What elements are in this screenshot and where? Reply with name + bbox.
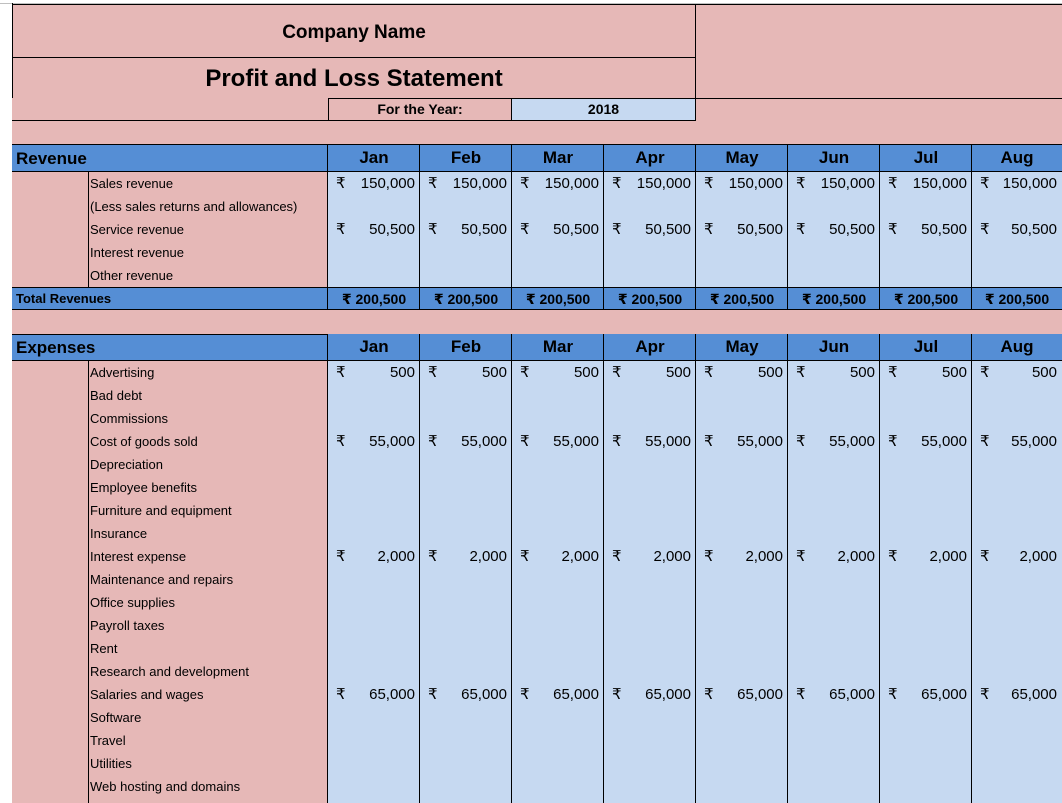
expenses-value: 65,000 (921, 686, 967, 703)
expenses-value: 500 (481, 364, 507, 381)
month-header-feb[interactable]: Feb (420, 145, 512, 172)
revenue-value-cell[interactable] (696, 172, 788, 195)
revenue-value-cell[interactable] (512, 172, 604, 195)
expenses-value: 55,000 (461, 433, 507, 450)
column-line (787, 334, 788, 803)
expenses-value-cell[interactable] (604, 683, 696, 706)
expenses-value-cell[interactable] (512, 683, 604, 706)
expenses-value-cell[interactable] (420, 683, 512, 706)
rupee-icon: ₹ (520, 221, 530, 238)
header-side-line (695, 98, 1062, 99)
rupee-icon: ₹ (520, 548, 530, 565)
expenses-value-cell[interactable] (696, 361, 788, 384)
rupee-icon: ₹ (336, 686, 346, 703)
rupee-icon: ₹ (520, 686, 530, 703)
total-revenue-value[interactable]: ₹ 200,500 (341, 291, 407, 307)
column-line (879, 145, 880, 310)
expenses-header-cell (12, 334, 328, 361)
row-line (12, 171, 1062, 172)
revenue-item-label: Service revenue (90, 222, 184, 237)
total-revenue-value[interactable]: ₹ 200,500 (709, 291, 775, 307)
company-name-cell[interactable] (12, 4, 696, 58)
month-header-aug[interactable]: Aug (972, 145, 1062, 172)
expenses-value: 65,000 (737, 686, 783, 703)
rupee-icon: ₹ (704, 221, 714, 238)
rupee-icon: ₹ (704, 433, 714, 450)
year-spacer-cell (12, 98, 329, 121)
expenses-item-label: Advertising (90, 365, 155, 380)
expenses-value-cell[interactable] (972, 430, 1062, 453)
expenses-value: 55,000 (645, 433, 691, 450)
expenses-value: 500 (941, 364, 967, 381)
column-line (511, 145, 512, 310)
expenses-value: 500 (757, 364, 783, 381)
rupee-icon: ₹ (888, 175, 898, 192)
total-revenue-value[interactable]: ₹ 200,500 (801, 291, 867, 307)
expenses-item-label: Bad debt (90, 388, 143, 403)
expenses-value: 2,000 (745, 548, 783, 565)
expenses-value: 2,000 (561, 548, 599, 565)
revenue-value-cell[interactable] (328, 172, 420, 195)
rupee-icon: ₹ (888, 221, 898, 238)
rupee-icon: ₹ (888, 364, 898, 381)
expenses-item-label: Payroll taxes (90, 618, 165, 633)
expenses-value: 2,000 (377, 548, 415, 565)
rupee-icon: ₹ (796, 433, 806, 450)
rupee-icon: ₹ (980, 364, 990, 381)
revenue-item-label: Other revenue (90, 268, 174, 283)
month-header-jan[interactable]: Jan (328, 145, 420, 172)
rupee-icon: ₹ (796, 364, 806, 381)
revenue-value-cell[interactable] (972, 172, 1062, 195)
expenses-value: 2,000 (1019, 548, 1057, 565)
expenses-item-label: Insurance (90, 526, 148, 541)
month-header-jan[interactable]: Jan (328, 334, 420, 361)
expenses-item-label: Depreciation (90, 457, 163, 472)
expenses-value: 65,000 (369, 686, 415, 703)
expenses-value-cell[interactable] (420, 361, 512, 384)
month-header-apr[interactable]: Apr (604, 145, 696, 172)
revenue-value-cell[interactable] (972, 218, 1062, 241)
expenses-value-cell[interactable] (604, 545, 696, 568)
rupee-icon: ₹ (704, 548, 714, 565)
column-line (787, 145, 788, 310)
column-line (879, 334, 880, 803)
column-line (511, 334, 512, 803)
revenue-value: 150,000 (1002, 175, 1057, 192)
expenses-value-cell[interactable] (696, 430, 788, 453)
expenses-value-cell[interactable] (880, 361, 972, 384)
revenue-value-cell[interactable] (788, 172, 880, 195)
column-line (327, 145, 328, 310)
expenses-value: 55,000 (829, 433, 875, 450)
expenses-value-cell[interactable] (972, 361, 1062, 384)
month-header-feb[interactable]: Feb (420, 334, 512, 361)
revenue-value-cell[interactable] (420, 218, 512, 241)
total-revenues-label: Total Revenues (16, 291, 112, 306)
expenses-value-cell[interactable] (696, 545, 788, 568)
expenses-value-cell[interactable] (512, 430, 604, 453)
rupee-icon: ₹ (336, 433, 346, 450)
total-revenue-value[interactable]: ₹ 200,500 (984, 291, 1050, 307)
expenses-value: 55,000 (737, 433, 783, 450)
spacer-row-2 (12, 310, 1062, 334)
revenue-value-cell[interactable] (880, 172, 972, 195)
rupee-icon: ₹ (336, 364, 346, 381)
total-revenue-value[interactable]: ₹ 200,500 (525, 291, 591, 307)
column-line (971, 334, 972, 803)
rupee-icon: ₹ (612, 433, 622, 450)
expenses-value: 55,000 (369, 433, 415, 450)
month-header-jul[interactable]: Jul (880, 334, 972, 361)
rupee-icon: ₹ (612, 686, 622, 703)
rupee-icon: ₹ (888, 686, 898, 703)
column-line (327, 334, 328, 803)
rupee-icon: ₹ (796, 686, 806, 703)
month-header-may[interactable]: May (696, 334, 788, 361)
rupee-icon: ₹ (428, 364, 438, 381)
expenses-value-cell[interactable] (328, 683, 420, 706)
expenses-value-cell[interactable] (328, 545, 420, 568)
expenses-value-cell[interactable] (788, 361, 880, 384)
rupee-icon: ₹ (428, 433, 438, 450)
rupee-icon: ₹ (612, 364, 622, 381)
expenses-item-label: Interest expense (90, 549, 187, 564)
expenses-value: 65,000 (645, 686, 691, 703)
header-side-block (695, 4, 1062, 122)
revenue-value: 50,500 (1011, 221, 1057, 238)
expenses-item-label: Maintenance and repairs (90, 572, 234, 587)
total-revenue-value[interactable]: ₹ 200,500 (893, 291, 959, 307)
rupee-icon: ₹ (980, 686, 990, 703)
expenses-value-cell[interactable] (696, 683, 788, 706)
expenses-value-cell[interactable] (788, 545, 880, 568)
rupee-icon: ₹ (704, 364, 714, 381)
spacer-row (12, 121, 1062, 145)
revenue-value: 150,000 (360, 175, 415, 192)
column-line (603, 145, 604, 310)
expenses-item-label: Research and development (90, 664, 249, 679)
rupee-icon: ₹ (888, 433, 898, 450)
row-line (12, 360, 1062, 361)
expenses-value-cell[interactable] (880, 545, 972, 568)
rupee-icon: ₹ (428, 221, 438, 238)
revenue-value: 50,500 (369, 221, 415, 238)
revenue-value: 150,000 (820, 175, 875, 192)
statement-title: Profit and Loss Statement (205, 65, 503, 92)
column-line (971, 145, 972, 310)
rupee-icon: ₹ (428, 175, 438, 192)
expenses-value-cell[interactable] (328, 430, 420, 453)
rupee-icon: ₹ (428, 548, 438, 565)
month-header-may[interactable]: May (696, 145, 788, 172)
expenses-value-cell[interactable] (972, 683, 1062, 706)
month-header-jun[interactable]: Jun (788, 145, 880, 172)
revenue-value-cell[interactable] (696, 218, 788, 241)
revenue-indent-line (88, 172, 89, 287)
rupee-icon: ₹ (336, 548, 346, 565)
rupee-icon: ₹ (520, 175, 530, 192)
expenses-value: 2,000 (653, 548, 691, 565)
rupee-icon: ₹ (980, 548, 990, 565)
rupee-icon: ₹ (980, 221, 990, 238)
expenses-value: 500 (665, 364, 691, 381)
column-line (695, 334, 696, 803)
rupee-icon: ₹ (336, 175, 346, 192)
expenses-value-cell[interactable] (604, 361, 696, 384)
revenue-header-cell (12, 145, 328, 172)
company-name: Company Name (282, 22, 426, 43)
expenses-value: 65,000 (829, 686, 875, 703)
revenue-value-cell[interactable] (328, 218, 420, 241)
expenses-value: 2,000 (837, 548, 875, 565)
expenses-value: 55,000 (921, 433, 967, 450)
expenses-value: 500 (573, 364, 599, 381)
revenue-value-cell[interactable] (512, 218, 604, 241)
expenses-item-label: Utilities (90, 756, 132, 771)
expenses-item-label: Commissions (90, 411, 169, 426)
expenses-value: 500 (389, 364, 415, 381)
rupee-icon: ₹ (704, 175, 714, 192)
year-label: For the Year: (377, 101, 463, 117)
expenses-indent-line (88, 361, 89, 803)
month-header-aug[interactable]: Aug (972, 334, 1062, 361)
expenses-item-label: Furniture and equipment (90, 503, 232, 518)
rupee-icon: ₹ (980, 433, 990, 450)
expenses-item-label: Office supplies (90, 595, 176, 610)
column-line (419, 334, 420, 803)
total-revenue-value[interactable]: ₹ 200,500 (617, 291, 683, 307)
rupee-icon: ₹ (796, 175, 806, 192)
revenue-value-cell[interactable] (604, 172, 696, 195)
expenses-value-cell[interactable] (880, 683, 972, 706)
year-value-cell[interactable] (511, 98, 696, 121)
expenses-value: 55,000 (553, 433, 599, 450)
expenses-value-cell[interactable] (604, 430, 696, 453)
expenses-item-label: Rent (90, 641, 118, 656)
revenue-item-label: Interest revenue (90, 245, 184, 260)
revenue-value: 150,000 (544, 175, 599, 192)
revenue-value: 150,000 (452, 175, 507, 192)
rupee-icon: ₹ (520, 433, 530, 450)
month-header-mar[interactable]: Mar (512, 334, 604, 361)
expenses-value-cell[interactable] (328, 361, 420, 384)
expenses-section-label: Expenses (16, 338, 96, 357)
statement-title-cell[interactable] (12, 57, 696, 99)
month-header-jun[interactable]: Jun (788, 334, 880, 361)
expenses-value: 2,000 (469, 548, 507, 565)
rupee-icon: ₹ (704, 686, 714, 703)
rupee-icon: ₹ (796, 221, 806, 238)
expenses-item-label: Salaries and wages (90, 687, 204, 702)
expenses-value: 65,000 (461, 686, 507, 703)
revenue-value: 150,000 (912, 175, 967, 192)
expenses-item-label: Travel (90, 733, 126, 748)
rupee-icon: ₹ (336, 221, 346, 238)
rupee-icon: ₹ (520, 364, 530, 381)
revenue-value: 50,500 (553, 221, 599, 238)
revenue-value: 50,500 (921, 221, 967, 238)
revenue-value-cell[interactable] (604, 218, 696, 241)
expenses-value: 65,000 (553, 686, 599, 703)
revenue-item-label: Sales revenue (90, 176, 174, 191)
revenue-value: 50,500 (737, 221, 783, 238)
expenses-value-cell[interactable] (512, 361, 604, 384)
expenses-value-cell[interactable] (420, 430, 512, 453)
expenses-item-label: Cost of goods sold (90, 434, 198, 449)
revenue-value: 150,000 (728, 175, 783, 192)
expenses-value-cell[interactable] (880, 430, 972, 453)
expenses-value-cell[interactable] (420, 545, 512, 568)
revenue-value-cell[interactable] (880, 218, 972, 241)
rupee-icon: ₹ (428, 686, 438, 703)
rupee-icon: ₹ (980, 175, 990, 192)
expenses-value: 500 (849, 364, 875, 381)
rupee-icon: ₹ (796, 548, 806, 565)
month-header-apr[interactable]: Apr (604, 334, 696, 361)
column-line (419, 145, 420, 310)
expenses-value-cell[interactable] (972, 545, 1062, 568)
revenue-item-label: (Less sales returns and allowances) (90, 199, 298, 214)
rupee-icon: ₹ (888, 548, 898, 565)
total-revenue-value[interactable]: ₹ 200,500 (433, 291, 499, 307)
rupee-icon: ₹ (612, 221, 622, 238)
expenses-value: 2,000 (929, 548, 967, 565)
year-value: 2018 (587, 101, 620, 117)
expenses-item-label: Employee benefits (90, 480, 197, 495)
expenses-item-label: Software (90, 710, 142, 725)
expenses-value: 55,000 (1011, 433, 1057, 450)
year-label-cell (328, 98, 512, 121)
revenue-value: 50,500 (829, 221, 875, 238)
expenses-item-label: Web hosting and domains (90, 779, 241, 794)
rupee-icon: ₹ (612, 548, 622, 565)
expenses-value-cell[interactable] (788, 430, 880, 453)
revenue-value: 150,000 (636, 175, 691, 192)
expenses-value: 500 (1031, 364, 1057, 381)
month-header-jul[interactable]: Jul (880, 145, 972, 172)
rupee-icon: ₹ (612, 175, 622, 192)
revenue-value: 50,500 (461, 221, 507, 238)
column-line (603, 334, 604, 803)
expenses-value-cell[interactable] (512, 545, 604, 568)
month-header-mar[interactable]: Mar (512, 145, 604, 172)
revenue-section-label: Revenue (16, 149, 87, 168)
revenue-value: 50,500 (645, 221, 691, 238)
column-line (695, 145, 696, 310)
expenses-value-cell[interactable] (788, 683, 880, 706)
revenue-value-cell[interactable] (788, 218, 880, 241)
expenses-value: 65,000 (1011, 686, 1057, 703)
revenue-value-cell[interactable] (420, 172, 512, 195)
